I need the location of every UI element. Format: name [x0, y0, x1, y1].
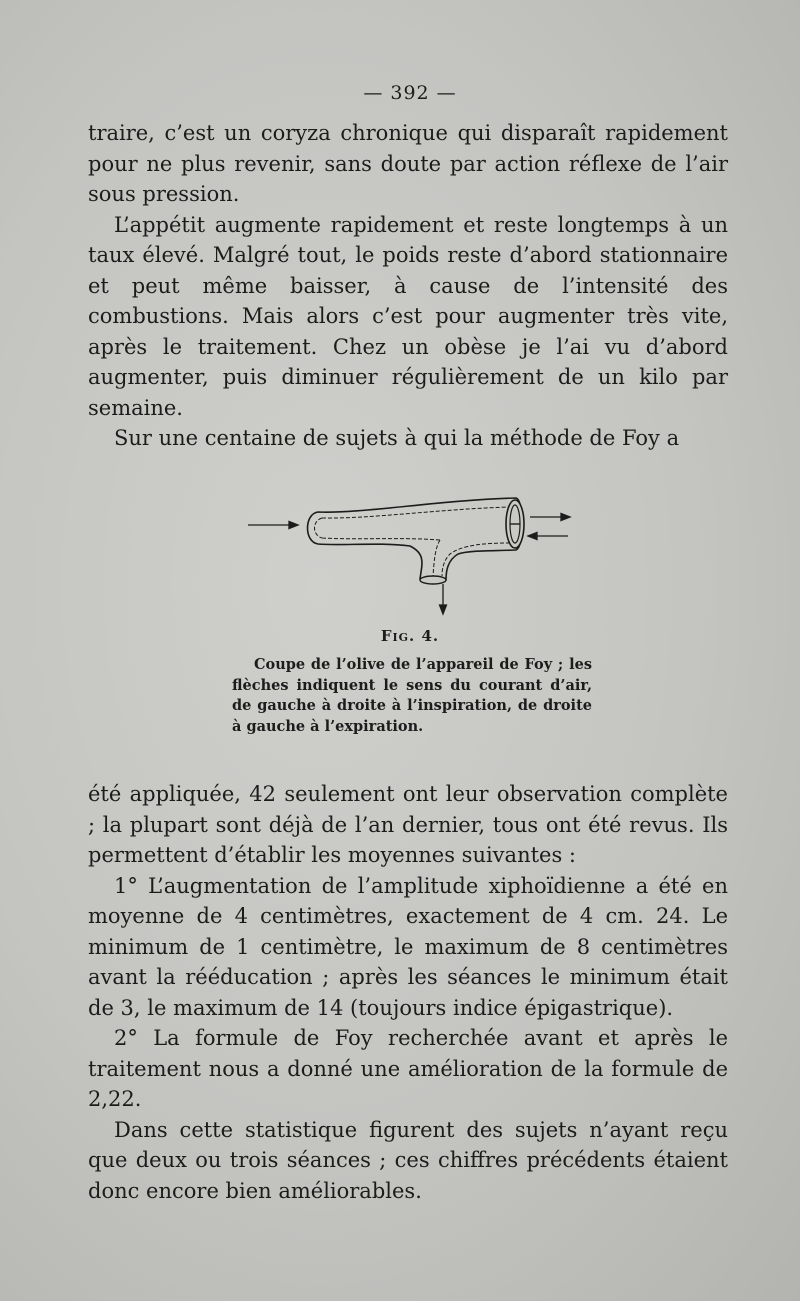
page-number: — 392 —	[363, 82, 457, 104]
figure-caption-text: Coupe de l’olive de l’appareil de Foy ; les flèches indiquent le sens du courant d’air, de gauche à droite à l’inspiration, de droite à gauche à l’expiration.	[232, 656, 592, 735]
paragraph-point-1: 1° L’augmentation de l’amplitude xiphoïdienne a été en moyenne de 4 centimètres, exactement de 4 cm. 24. Le minimum de 1 centimètre, le maximum de 8 centimètres avant la rééducation ; après les séances le minimum était de 3, le maximum de 14 (toujours indice épigastrique).	[88, 873, 728, 1020]
text-block-bottom	[88, 779, 728, 1206]
olive-lower-opening	[420, 576, 446, 584]
text-block-top	[88, 118, 728, 454]
figure-olive-diagram	[240, 488, 580, 618]
inspiration-arrow-in	[248, 522, 298, 529]
paragraph-observations: été appliquée, 42 seulement ont leur observation complète ; la plupart sont déjà de l’an dernier, tous ont été revus. Ils permettent d’établir les moyennes suivantes :	[88, 782, 728, 867]
olive-inner-channel	[315, 507, 511, 576]
paragraph-statistics: Dans cette statistique figurent des sujets n’ayant reçu que deux ou trois séances ; ces chiffres précédents étaient donc encore bien améliorables.	[88, 1117, 728, 1203]
paragraph-continuation: traire, c’est un coryza chronique qui disparaît rapidement pour ne plus revenir, sans doute par action réflexe de l’air sous pression.	[88, 121, 728, 206]
figure-label: Fig. 4.	[380, 627, 440, 645]
downward-arrow	[440, 584, 447, 614]
olive-outer-wall	[308, 498, 523, 583]
paragraph-foy-method: Sur une centaine de sujets à qui la méthode de Foy a	[114, 426, 680, 450]
figure-caption	[232, 655, 592, 737]
olive-cross-section	[240, 488, 580, 618]
paragraph-point-2: 2° La formule de Foy recherchée avant et après le traitement nous a donné une amélioration de la formule de 2,22.	[88, 1026, 728, 1111]
inspiration-arrow-out	[530, 514, 570, 521]
expiration-arrow-in	[528, 533, 568, 540]
paragraph-appetite: L’appétit augmente rapidement et reste longtemps à un taux élevé. Malgré tout, le poids reste d’abord stationnaire et peut même baisser, à cause de l’intensité des combustions. Mais alors c’est pour augmenter très vite, après le traitement. Chez un obèse je l’ai vu d’abord augmenter, puis diminuer régulièrement de un kilo par semaine.	[88, 212, 728, 420]
